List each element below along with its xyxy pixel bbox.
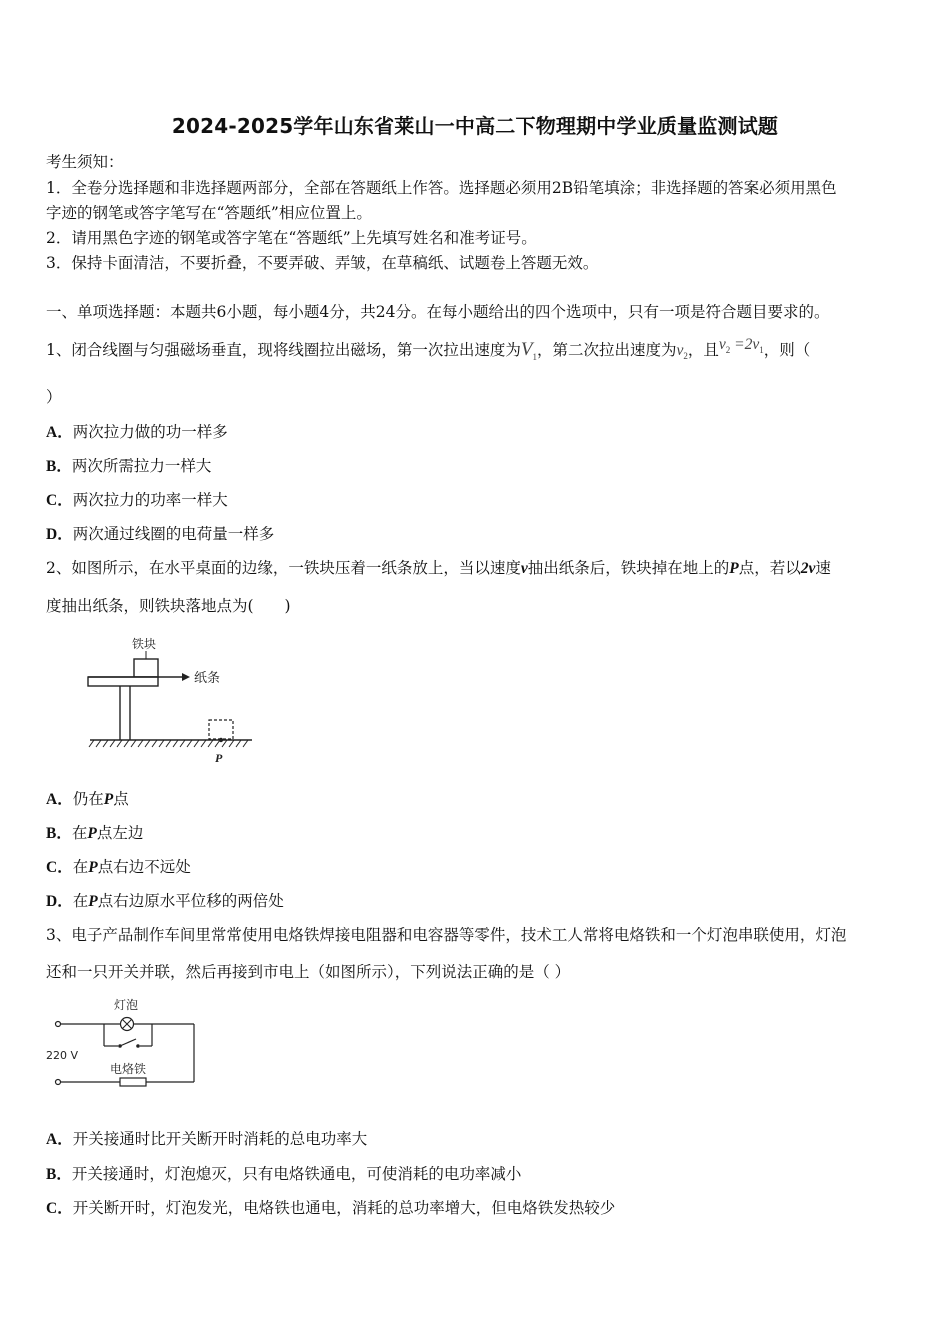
ground-hatching — [89, 740, 248, 747]
option-text: 点右边原水平位移的两倍处 — [97, 892, 284, 910]
option-text: 点左边 — [96, 824, 144, 842]
q3-option-b — [46, 1164, 521, 1185]
q1-v2-subscript: 2 — [683, 351, 688, 362]
q1-v2 — [676, 342, 688, 362]
soldering-iron-resistor — [120, 1078, 146, 1086]
q1-eq-rhs: v — [752, 336, 760, 353]
option-letter: A． — [46, 424, 73, 441]
option-letter: B． — [46, 1166, 72, 1183]
option-letter: D． — [46, 526, 73, 543]
terminal-top — [56, 1022, 61, 1027]
q1-stem — [46, 336, 811, 367]
voltage-label: 220 V — [46, 1049, 79, 1062]
q2-stem-part: 抽出纸条后，铁块掉在地上的 — [527, 559, 730, 577]
option-letter: D． — [46, 893, 73, 910]
section-heading: 一、单项选择题：本题共6小题，每小题4分，共24分。在每小题给出的四个选项中，只有一项是符合题目要求的。 — [46, 303, 830, 321]
terminal-bottom — [56, 1080, 61, 1085]
option-text: 开关断开时，灯泡发光，电烙铁也通电，消耗的总功率增大，但电烙铁发热较少 — [72, 1199, 616, 1217]
option-letter: C． — [46, 859, 73, 876]
q1-v1-symbol: V — [520, 339, 533, 360]
point-p-dot — [219, 738, 223, 742]
q1-eq-lhs-sub: 2 — [725, 345, 731, 356]
q2-stem — [46, 558, 831, 579]
option-text: 开关接通时，灯泡熄灭，只有电烙铁通电，可使消耗的电功率减小 — [71, 1165, 522, 1183]
q2-option-a — [46, 789, 129, 810]
q2-stem-part: 点，若以 — [738, 559, 801, 577]
q1-v2-symbol: v — [676, 342, 684, 359]
option-p: P — [88, 859, 98, 876]
option-text: 开关接通时比开关断开时消耗的总电功率大 — [72, 1130, 368, 1148]
option-text: 两次拉力做的功一样多 — [72, 423, 228, 441]
option-letter: B． — [46, 825, 72, 842]
block-label: 铁块 — [132, 637, 157, 651]
q2-option-d — [46, 891, 284, 912]
option-p: P — [87, 825, 97, 842]
option-p: P — [88, 893, 98, 910]
q1-eq-rhs-sub: 1 — [759, 345, 764, 356]
option-text: 仍在 — [72, 790, 104, 808]
option-text: 在 — [72, 892, 89, 910]
q1-stem-part: ，则（ — [763, 341, 811, 359]
q3-stem-line1: 3、电子产品制作车间里常常使用电烙铁焊接电阻器和电容器等零件，技术工人常将电烙铁和一个灯泡串联使用，灯泡 — [46, 926, 847, 944]
q1-equation — [718, 336, 764, 356]
page-title: 2024-2025学年山东省莱山一中高二下物理期中学业质量监测试题 — [171, 114, 779, 138]
notice-item: 字迹的钢笔或答字笔写在“答题纸”相应位置上。 — [46, 204, 372, 222]
q1-stem-part: ，且 — [687, 341, 719, 359]
q2-v: v — [520, 560, 528, 577]
strip-label: 纸条 — [194, 671, 221, 686]
option-text: 两次通过线圈的电荷量一样多 — [72, 525, 275, 543]
point-p-label: P — [215, 751, 223, 765]
option-letter: C． — [46, 1200, 73, 1217]
option-letter: B． — [46, 458, 72, 475]
q1-eq-lhs: v — [718, 336, 726, 353]
q2-figure — [86, 634, 258, 770]
q1-v1-subscript: 1 — [532, 351, 537, 362]
option-text: 两次拉力的功率一样大 — [72, 491, 228, 509]
q2-option-b — [46, 823, 143, 844]
q2-stem-part: 2、如图所示，在水平桌面的边缘，一铁块压着一纸条放上，当以速度 — [46, 559, 521, 577]
notice-item: 2．请用黑色字迹的钢笔或答字笔在“答题纸”上先填写姓名和准考证号。 — [46, 229, 537, 247]
q3-option-a — [46, 1129, 367, 1150]
q2-option-c — [46, 857, 191, 878]
q1-stem-end: ） — [46, 388, 62, 406]
q1-option-b — [46, 456, 211, 477]
q1-v1 — [521, 339, 537, 360]
strip-arrow-icon — [182, 673, 190, 681]
option-letter: A． — [46, 1131, 73, 1148]
iron-block — [134, 659, 158, 677]
q1-stem-part: 1、闭合线圈与匀强磁场垂直，现将线圈拉出磁场，第一次拉出速度为 — [46, 341, 521, 359]
q3-circuit-figure — [44, 994, 204, 1090]
q3-option-c — [46, 1198, 615, 1219]
q1-eq-mid: =2 — [730, 336, 753, 353]
notice-item: 1．全卷分选择题和非选择题两部分，全部在答题纸上作答。选择题必须用2B铅笔填涂；非选择题的答案必须用黑色 — [46, 179, 837, 197]
switch-contact — [136, 1044, 140, 1048]
q2-p: P — [729, 560, 739, 577]
iron-label: 电烙铁 — [110, 1062, 147, 1076]
option-text: 在 — [72, 858, 89, 876]
option-letter: A． — [46, 791, 73, 808]
option-text: 两次所需拉力一样大 — [71, 457, 212, 475]
table-top — [88, 677, 158, 686]
q1-option-c — [46, 490, 228, 511]
switch-icon — [120, 1039, 136, 1046]
option-text: 点 — [113, 790, 129, 808]
option-text: 在 — [71, 824, 88, 842]
option-text: 点右边不远处 — [97, 858, 191, 876]
q2-stem-part: 速 — [815, 559, 831, 577]
option-letter: C． — [46, 492, 73, 509]
option-p: P — [103, 791, 114, 808]
q1-option-d — [46, 524, 274, 545]
q2-stem-line2: 度抽出纸条，则铁块落地点为( ) — [46, 597, 291, 615]
q3-stem-line2: 还和一只开关并联，然后再接到市电上（如图所示），下列说法正确的是（ ） — [46, 963, 571, 981]
q2-2v: 2v — [800, 560, 816, 577]
landing-position-box — [209, 720, 233, 739]
notice-item: 3．保持卡面清洁，不要折叠，不要弄破、弄皱，在草稿纸、试题卷上答题无效。 — [46, 254, 599, 272]
q1-option-a — [46, 422, 228, 443]
notice-heading: 考生须知： — [46, 153, 124, 171]
bulb-label: 灯泡 — [114, 998, 139, 1012]
q1-stem-part: ，第二次拉出速度为 — [536, 341, 677, 359]
